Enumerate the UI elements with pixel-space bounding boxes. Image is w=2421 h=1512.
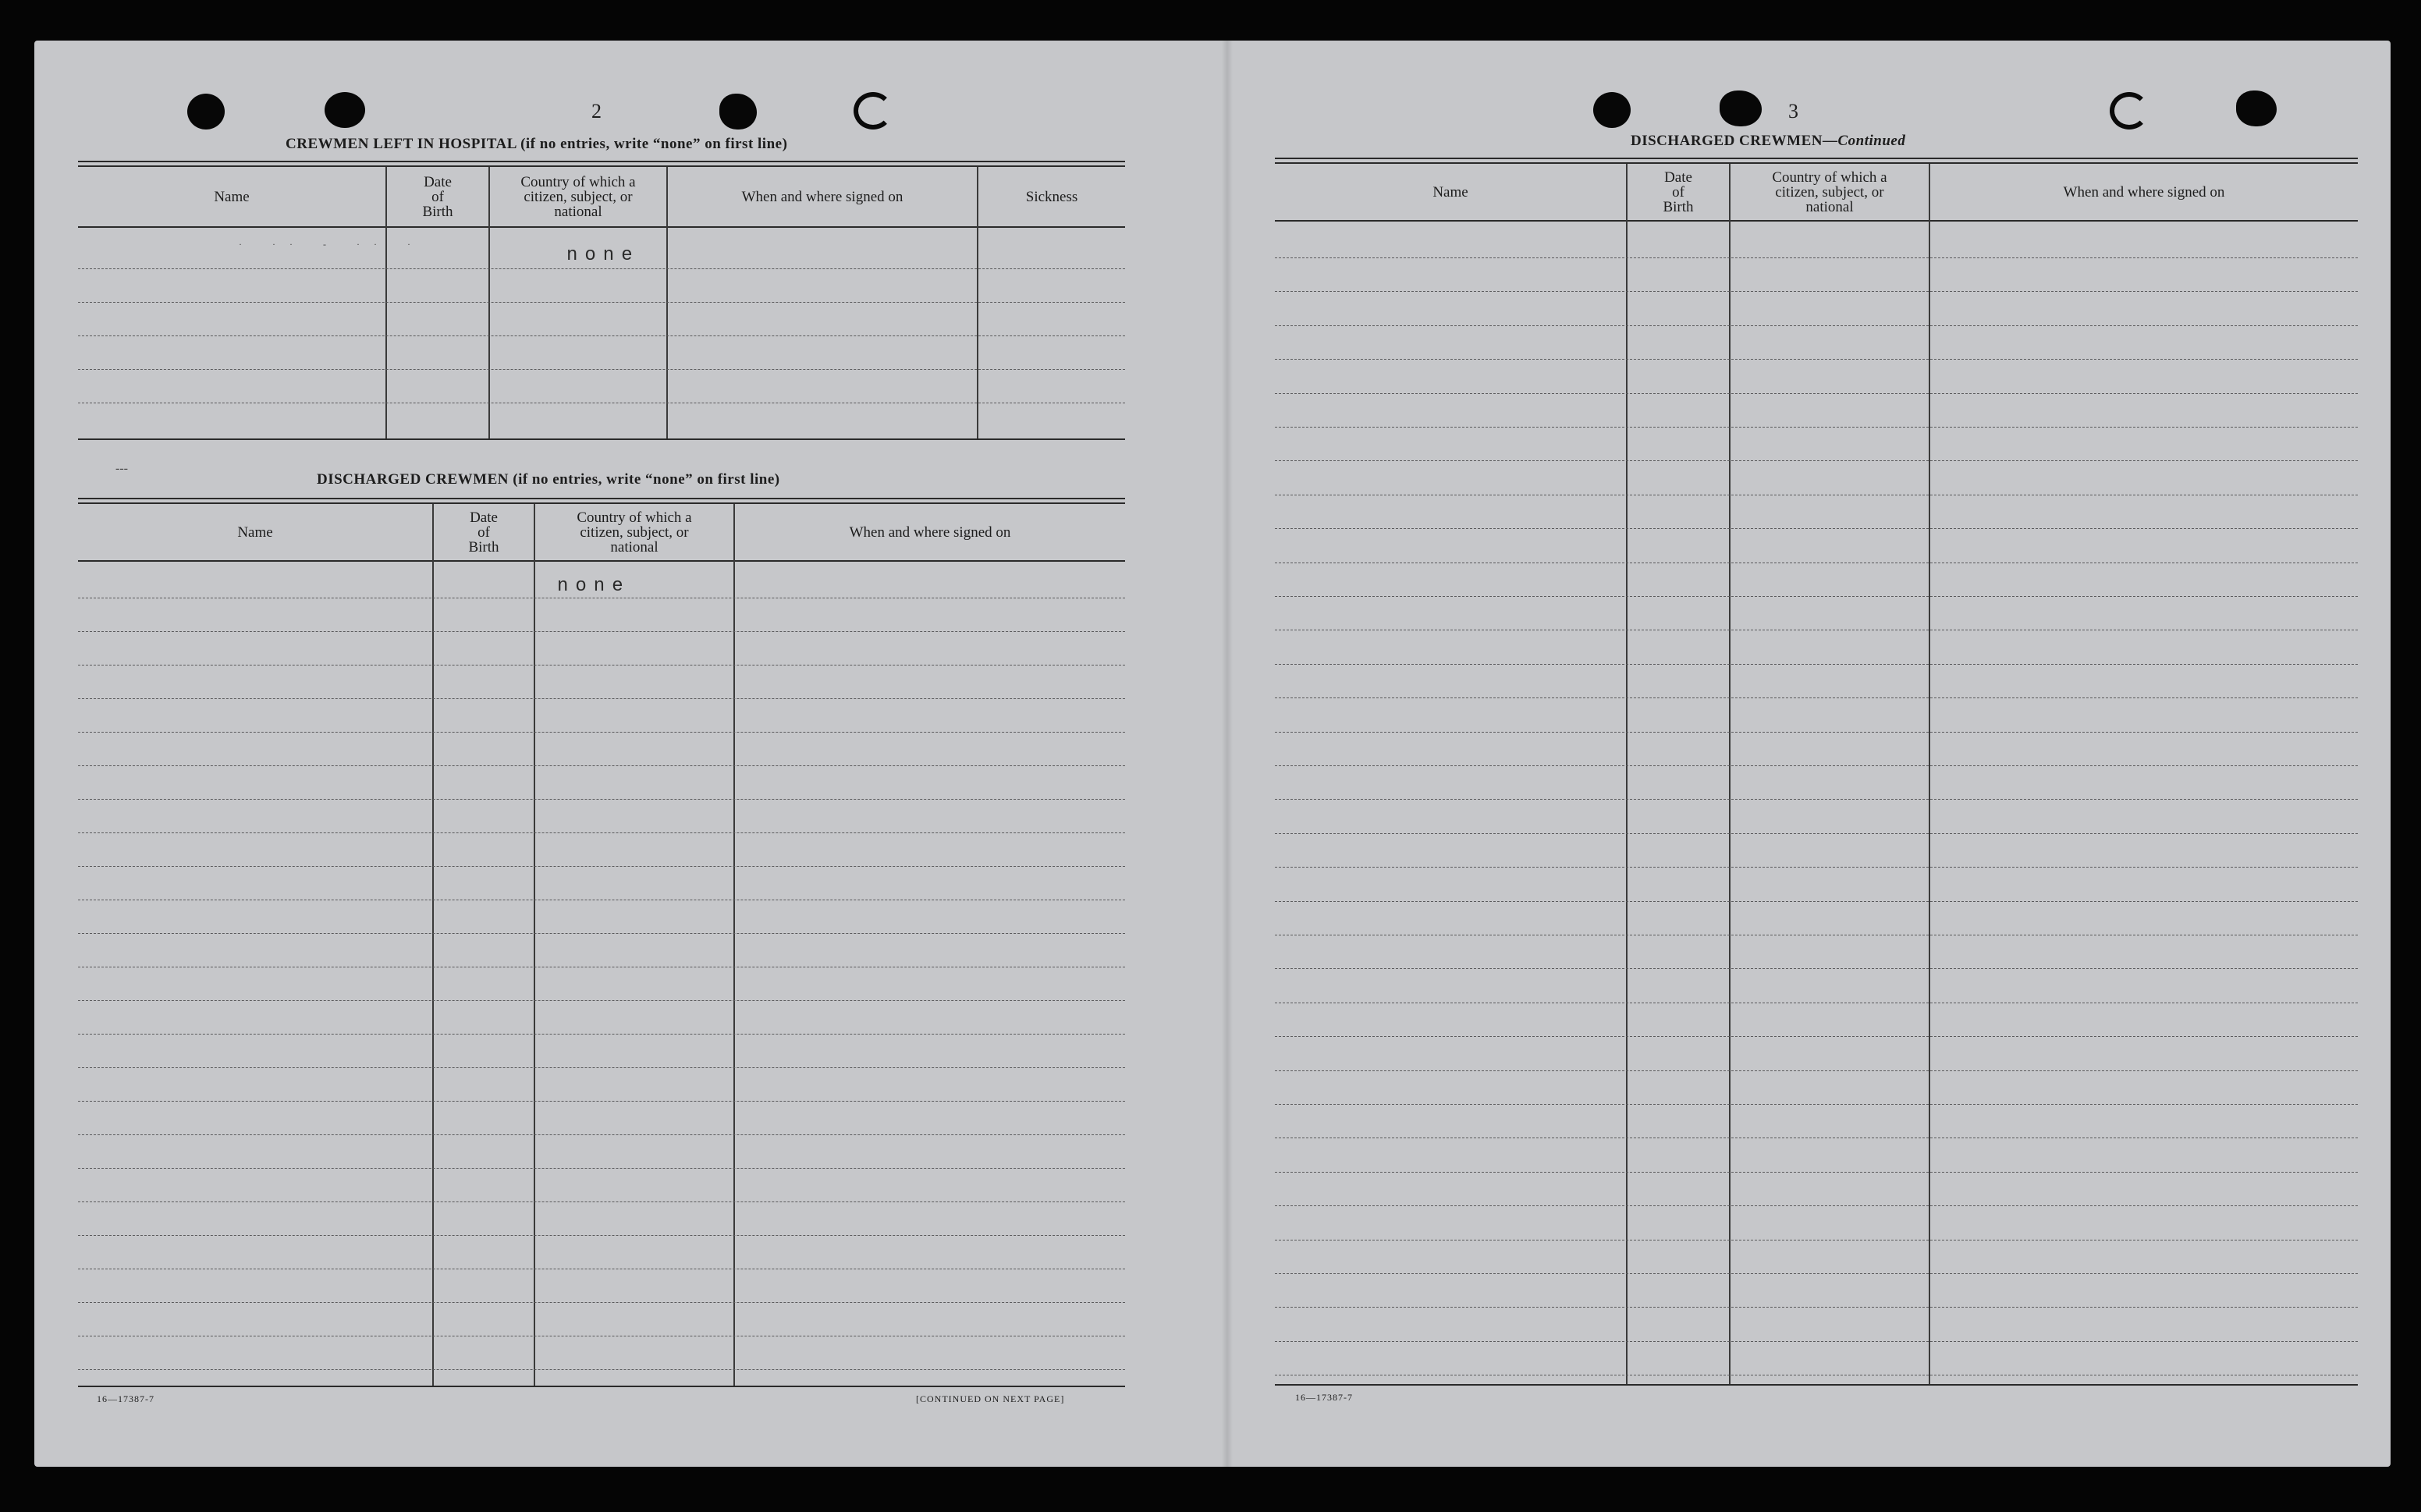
- hospital-title-text: CREWMEN LEFT IN HOSPITAL: [286, 136, 517, 152]
- hospital-col-country: Country of which a citizen, subject, or national: [520, 173, 636, 220]
- continued-title-text: DISCHARGED CREWMEN—: [1631, 133, 1838, 149]
- punch-hole: [719, 94, 757, 130]
- punch-hole: [1720, 91, 1762, 126]
- discharged-col-divider: [733, 504, 735, 1386]
- hospital-col-name: Name: [214, 188, 250, 205]
- continued-col-divider: [1626, 164, 1628, 1384]
- discharged-col-country: Country of which a citizen, subject, or national: [577, 509, 692, 555]
- punch-hole: [187, 94, 225, 130]
- continued-top-rule: [1275, 158, 2358, 164]
- entry-line: [1275, 460, 2358, 461]
- discharged-col-date-of-birth: Date of Birth: [468, 509, 499, 555]
- margin-mark: ‐‐‐: [115, 462, 128, 475]
- entry-line: [1275, 257, 2358, 258]
- entry-line: [1275, 393, 2358, 394]
- entry-line: [1275, 1341, 2358, 1342]
- entry-line: [78, 302, 1125, 303]
- hospital-top-rule: [78, 161, 1125, 167]
- faint-marks: · ·· ‐ ·· ·: [239, 239, 424, 250]
- entry-line: [1275, 968, 2358, 969]
- continued-bottom-rule: [1275, 1384, 2358, 1386]
- entry-line: [78, 1034, 1125, 1035]
- discharged-top-rule: [78, 498, 1125, 504]
- punch-hole: [325, 92, 365, 128]
- entry-line: [78, 732, 1125, 733]
- punch-hole: [1593, 92, 1631, 128]
- discharged-section-title: [317, 471, 780, 488]
- entry-line: [1275, 1172, 2358, 1173]
- entry-line: [78, 1134, 1125, 1135]
- entry-line: [1275, 901, 2358, 902]
- entry-line: [78, 1000, 1125, 1001]
- entry-line: [78, 1369, 1125, 1370]
- discharged-col-name: Name: [237, 524, 273, 541]
- hospital-col-date-of-birth: Date of Birth: [422, 173, 453, 220]
- continued-col-divider: [1929, 164, 1930, 1384]
- continued-suffix: Continued: [1837, 133, 1906, 149]
- entry-line: [78, 933, 1125, 934]
- form-number-left: 16—17387-7: [97, 1393, 154, 1404]
- hospital-header-rule: [78, 226, 1125, 228]
- entry-line: [78, 268, 1125, 269]
- entry-line: [1275, 732, 2358, 733]
- entry-line: [1275, 799, 2358, 800]
- continued-note: [CONTINUED ON NEXT PAGE]: [916, 1393, 1065, 1404]
- entry-line: [1275, 664, 2358, 665]
- entry-line: [78, 1302, 1125, 1303]
- punch-hole: [854, 92, 893, 130]
- hospital-col-signed-on: When and where signed on: [741, 188, 903, 205]
- entry-line: [78, 631, 1125, 632]
- entry-line: [78, 866, 1125, 867]
- entry-line: [78, 335, 1125, 336]
- discharged-title-text: DISCHARGED CREWMEN: [317, 471, 509, 488]
- entry-line: [1275, 427, 2358, 428]
- discharged-col-divider: [534, 504, 535, 1386]
- punch-hole: [2110, 92, 2149, 130]
- continued-col-signed-on: When and where signed on: [2063, 183, 2225, 201]
- entry-line: [1275, 291, 2358, 292]
- entry-line: [78, 1067, 1125, 1068]
- continued-col-date-of-birth: Date of Birth: [1663, 169, 1694, 215]
- hospital-col-sickness: Sickness: [1025, 188, 1078, 205]
- continued-col-divider: [1729, 164, 1731, 1384]
- entry-line: [1275, 1205, 2358, 1206]
- form-number-right: 16—17387-7: [1295, 1392, 1353, 1403]
- entry-line: [78, 1168, 1125, 1169]
- entry-line: [1275, 325, 2358, 326]
- hospital-section-title: [286, 136, 787, 153]
- entry-line: [1275, 1070, 2358, 1071]
- entry-line: [1275, 867, 2358, 868]
- hospital-entry-none: none: [566, 245, 640, 266]
- entry-line: [1275, 765, 2358, 766]
- discharged-entry-none: none: [557, 576, 630, 597]
- entry-line: [1275, 359, 2358, 360]
- entry-line: [78, 1201, 1125, 1202]
- continued-col-name: Name: [1432, 183, 1468, 201]
- hospital-bottom-rule: [78, 438, 1125, 440]
- entry-line: [1275, 697, 2358, 698]
- form-sheet: [34, 41, 2391, 1467]
- entry-line: [78, 765, 1125, 766]
- hospital-instruction: (if no entries, write “none” on first line): [520, 136, 788, 152]
- entry-line: [78, 1101, 1125, 1102]
- discharged-col-divider: [432, 504, 434, 1386]
- entry-line: [1275, 1307, 2358, 1308]
- entry-line: [78, 369, 1125, 370]
- page-fold: [1222, 41, 1233, 1467]
- entry-line: [1275, 596, 2358, 597]
- continued-header-rule: [1275, 220, 2358, 222]
- discharged-col-signed-on: When and where signed on: [849, 524, 1011, 541]
- punch-hole: [2236, 91, 2277, 126]
- continued-section-title: [1631, 133, 1905, 150]
- entry-line: [78, 832, 1125, 833]
- entry-line: [78, 698, 1125, 699]
- discharged-instruction: (if no entries, write “none” on first line): [513, 471, 780, 488]
- entry-line: [78, 1235, 1125, 1236]
- entry-line: [1275, 528, 2358, 529]
- page-number-right: 3: [1788, 100, 1798, 122]
- entry-line: [1275, 833, 2358, 834]
- entry-line: [1275, 1104, 2358, 1105]
- continued-col-country: Country of which a citizen, subject, or national: [1772, 169, 1887, 215]
- entry-line: [1275, 1036, 2358, 1037]
- entry-line: [1275, 1273, 2358, 1274]
- discharged-bottom-rule: [78, 1386, 1125, 1387]
- discharged-header-rule: [78, 560, 1125, 562]
- page-number-left: 2: [591, 100, 602, 122]
- entry-line: [78, 799, 1125, 800]
